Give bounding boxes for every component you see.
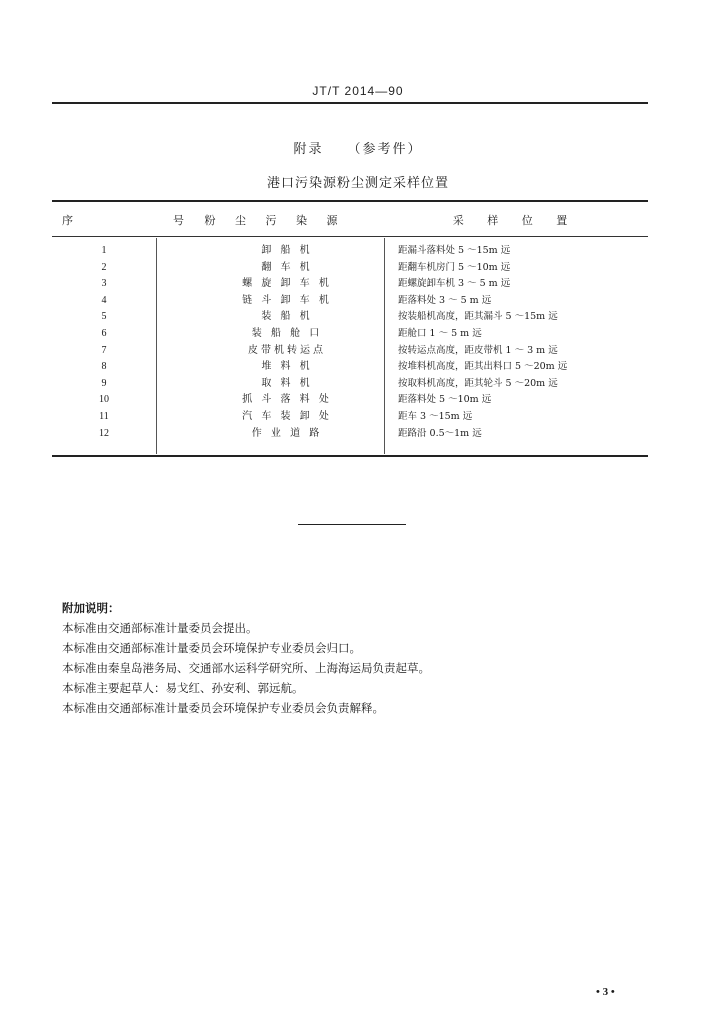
column-header-number: 序 号 xyxy=(62,214,210,227)
table-body xyxy=(52,243,648,442)
row-number: 2 xyxy=(101,261,107,273)
page-number: • 3 • xyxy=(596,986,615,998)
appendix-subtitle: （参考件） xyxy=(347,142,423,157)
dust-source: 卸 船 机 xyxy=(261,245,313,256)
note-line: 本标准主要起草人：易戈红、孙安利、郭远航。 xyxy=(62,681,304,695)
row-number: 8 xyxy=(101,361,107,373)
sampling-position: 按堆料机高度，距其出料口 5 ～20m 远 xyxy=(398,361,568,373)
note-line: 本标准由秦皇岛港务局、交通部水运科学研究所、上海海运局负责起草。 xyxy=(62,661,430,675)
table-row xyxy=(52,392,648,409)
table-row xyxy=(52,359,648,376)
appendix-label: 附录 xyxy=(293,142,324,157)
dust-source: 抓 斗 落 料 处 xyxy=(242,394,332,406)
sampling-position: 距路沿 0.5～1m 远 xyxy=(398,427,482,439)
dust-source: 取 料 机 xyxy=(261,377,313,389)
table-row xyxy=(52,376,648,393)
row-number: 9 xyxy=(101,377,107,389)
table-row xyxy=(52,276,648,293)
note-line: 本标准由交通部标准计量委员会提出。 xyxy=(62,621,258,635)
dust-source: 作 业 道 路 xyxy=(251,427,323,439)
sampling-position: 距翻车机房门 5 ～10m 远 xyxy=(398,261,511,273)
dust-source: 螺 旋 卸 车 机 xyxy=(242,278,332,290)
standard-code: JT/T 2014—90 xyxy=(312,84,404,98)
additional-notes xyxy=(62,598,662,718)
dust-source: 堆 料 机 xyxy=(261,361,313,373)
note-line: 本标准由交通部标准计量委员会环境保护专业委员会归口。 xyxy=(62,641,361,655)
row-number: 10 xyxy=(99,394,109,406)
sampling-position: 距车 3 ～15m 远 xyxy=(398,410,473,422)
table-row xyxy=(52,426,648,443)
table-row xyxy=(52,243,648,260)
row-number: 1 xyxy=(101,245,107,256)
sampling-position: 按装船机高度，距其漏斗 5 ～15m 远 xyxy=(398,311,558,323)
table-bottom-rule xyxy=(52,455,648,457)
sampling-position: 按取料机高度，距其轮斗 5 ～20m 远 xyxy=(398,377,558,389)
column-header-source: 粉 尘 污 染 源 xyxy=(204,214,346,227)
table-row xyxy=(52,293,648,310)
sampling-position: 距舱口 1 ～ 5 m 远 xyxy=(398,327,482,339)
dust-source: 装 船 机 xyxy=(261,311,313,323)
row-number: 12 xyxy=(99,427,109,439)
sampling-position: 距螺旋卸车机 3 ～ 5 m 远 xyxy=(398,278,511,290)
table-row xyxy=(52,409,648,426)
table-title: 港口污染源粉尘测定采样位置 xyxy=(266,176,449,191)
row-number: 6 xyxy=(101,327,107,339)
appendix-title xyxy=(0,138,716,157)
column-header-position: 采 样 位 置 xyxy=(452,214,578,227)
dust-source: 汽 车 装 卸 处 xyxy=(242,410,332,422)
dust-source: 皮带机转运点 xyxy=(248,344,326,356)
dust-source: 翻 车 机 xyxy=(261,261,313,273)
header-rule xyxy=(52,102,648,104)
sampling-position: 按转运点高度，距皮带机 1 ～ 3 m 远 xyxy=(398,344,558,356)
note-line: 本标准由交通部标准计量委员会环境保护专业委员会负责解释。 xyxy=(62,701,384,715)
table-top-rule xyxy=(52,200,648,202)
row-number: 3 xyxy=(101,278,107,290)
row-number: 4 xyxy=(101,294,107,306)
dust-source: 装 船 舱 口 xyxy=(251,327,323,339)
row-number: 7 xyxy=(101,344,107,356)
end-divider xyxy=(298,524,406,525)
sampling-position: 距落料处 5 ～10m 远 xyxy=(398,394,492,406)
table-row xyxy=(52,326,648,343)
table-header-rule xyxy=(52,236,648,237)
row-number: 5 xyxy=(101,311,107,323)
table-row xyxy=(52,260,648,277)
dust-source: 链 斗 卸 车 机 xyxy=(242,294,332,306)
notes-title: 附加说明： xyxy=(62,601,120,615)
row-number: 11 xyxy=(99,410,109,422)
sampling-position: 距漏斗落料处 5 ～15m 远 xyxy=(398,245,511,256)
sampling-position: 距落料处 3 ～ 5 m 远 xyxy=(398,294,492,306)
table-row xyxy=(52,309,648,326)
table-row xyxy=(52,343,648,360)
